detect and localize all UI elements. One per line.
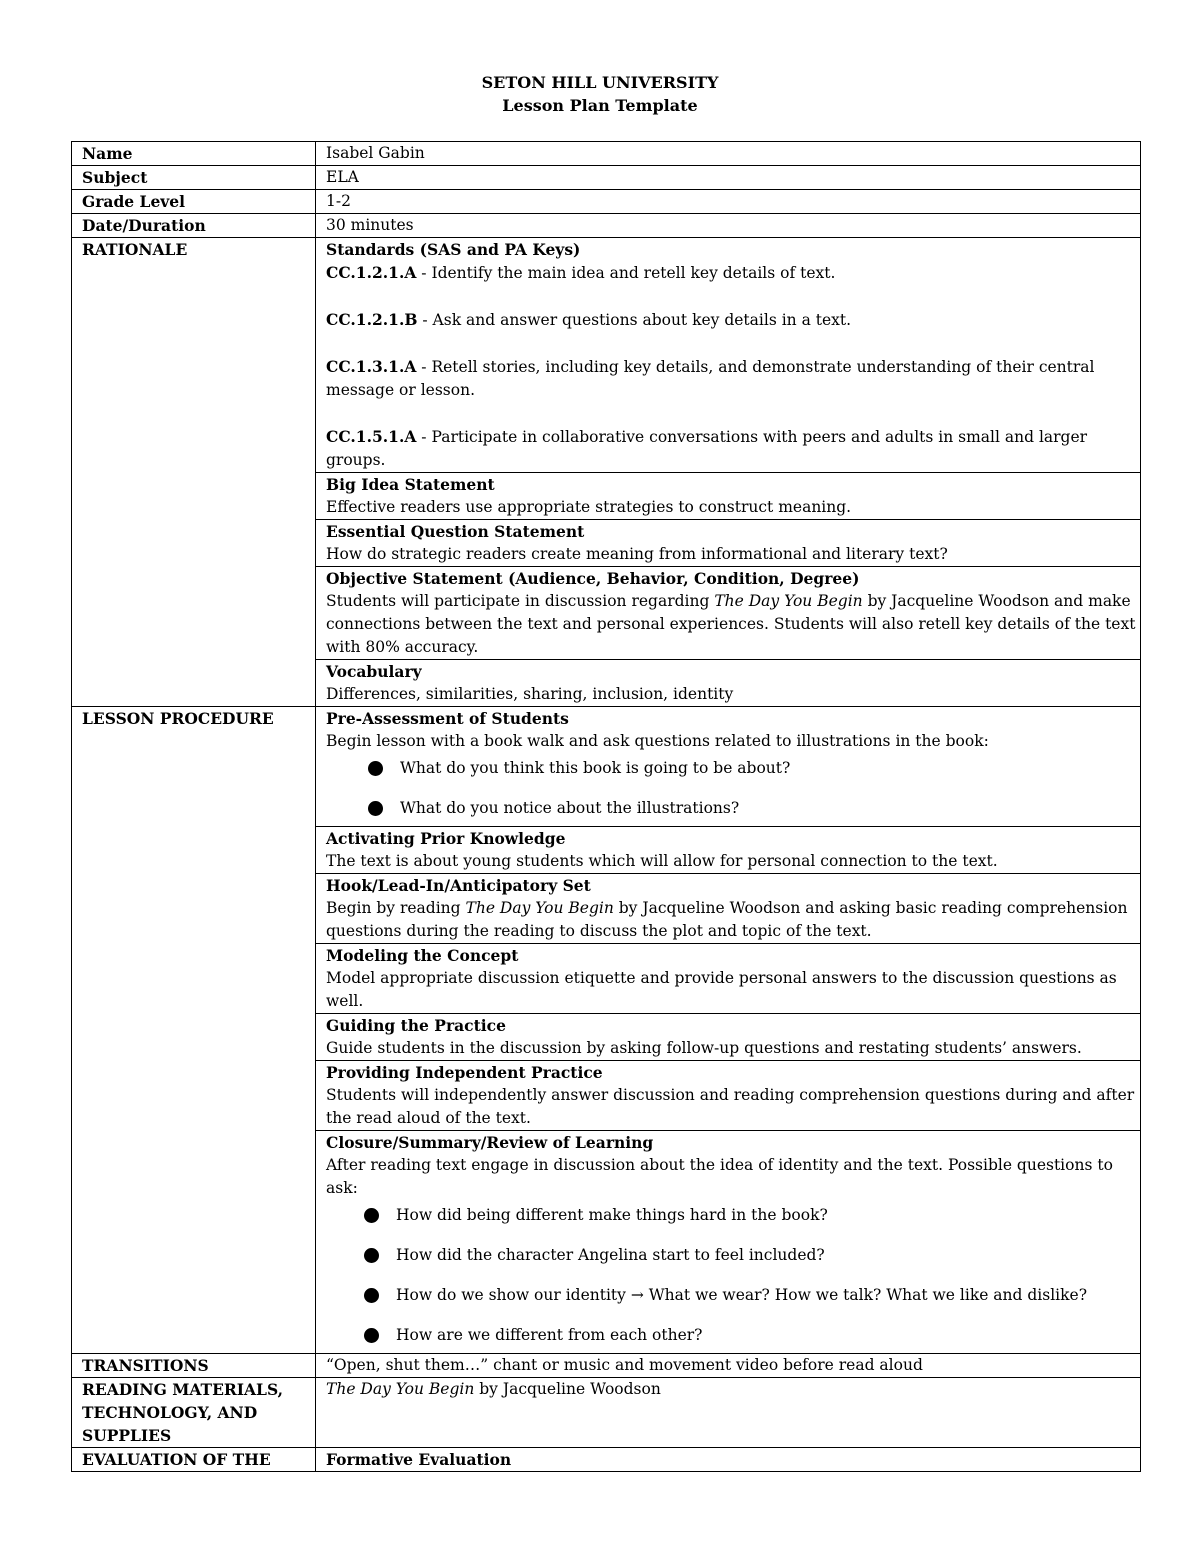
bullet-icon [364,1288,379,1303]
standard-item: CC.1.2.1.B - Ask and answer questions about key details in a text. [326,310,852,329]
table-row [72,238,1141,473]
standards-cell [316,238,1141,473]
independent-practice-cell [316,1061,1141,1131]
evaluation-label: EVALUATION OF THE [72,1448,316,1472]
grade-level-value: 1-2 [316,190,1141,214]
lesson-plan-table [71,141,1141,1472]
lesson-procedure-label: LESSON PROCEDURE [72,707,316,1354]
table-row [72,142,1141,166]
subject-value: ELA [316,166,1141,190]
pre-assessment-heading: Pre-Assessment of Students [326,709,569,728]
prior-knowledge-cell [316,827,1141,874]
row-label: Subject [72,166,316,190]
evaluation-value: Formative Evaluation [316,1448,1141,1472]
standard-item: CC.1.5.1.A - Participate in collaborative conversations with peers and adults in small and larger groups. [326,427,1088,469]
objective-text: Students will participate in discussion regarding The Day You Begin by Jacqueline Woodson and make connections between the text and personal experiences. Students will also retell key details of the text with 80% accuracy. [326,592,1136,656]
big-idea-cell [316,473,1141,520]
row-label: Date/Duration [72,214,316,238]
table-row [72,1354,1141,1378]
bullet-icon [364,1328,379,1343]
duration-value: 30 minutes [316,214,1141,238]
transitions-value: “Open, shut them…” chant or music and movement video before read aloud [316,1354,1141,1378]
big-idea-text: Effective readers use appropriate strategies to construct meaning. [326,498,852,516]
guiding-cell [316,1014,1141,1061]
independent-practice-heading: Providing Independent Practice [326,1063,603,1082]
materials-label: READING MATERIALS, TECHNOLOGY, AND SUPPLIES [72,1378,316,1448]
table-row [72,190,1141,214]
modeling-heading: Modeling the Concept [326,946,519,965]
vocabulary-text: Differences, similarities, sharing, inclusion, identity [326,685,734,703]
vocabulary-heading: Vocabulary [326,662,422,681]
guiding-heading: Guiding the Practice [326,1016,506,1035]
modeling-cell [316,944,1141,1014]
essential-question-cell [316,520,1141,567]
closure-heading: Closure/Summary/Review of Learning [326,1133,654,1152]
big-idea-heading: Big Idea Statement [326,475,495,494]
closure-text: After reading text engage in discussion about the idea of identity and the text. Possible questions to ask: [326,1156,1113,1197]
table-row [72,214,1141,238]
pre-assessment-list [326,757,1136,820]
list-item: What do you notice about the illustrations? [326,797,1136,820]
row-label: Name [72,142,316,166]
university-title: SETON HILL UNIVERSITY [481,73,719,92]
vocabulary-cell [316,660,1141,707]
prior-knowledge-heading: Activating Prior Knowledge [326,829,566,848]
hook-text: Begin by reading The Day You Begin by Jacqueline Woodson and asking basic reading comprehension questions during the reading to discuss the plot and topic of the text. [326,899,1128,940]
closure-cell [316,1131,1141,1354]
closure-list [326,1204,1136,1347]
objective-heading: Objective Statement (Audience, Behavior, Condition, Degree) [326,569,860,588]
objective-cell [316,567,1141,660]
prior-knowledge-text: The text is about young students which will allow for personal connection to the text. [326,852,998,870]
guiding-text: Guide students in the discussion by asking follow-up questions and restating students’ answers. [326,1039,1082,1057]
materials-value: The Day You Begin by Jacqueline Woodson [316,1378,1141,1448]
list-item: How did being different make things hard in the book? [326,1204,1136,1227]
list-item: How are we different from each other? [326,1324,1136,1347]
bullet-icon [364,1248,379,1263]
table-row [72,166,1141,190]
table-row [72,1448,1141,1472]
rationale-label: RATIONALE [72,238,316,707]
bullet-icon [364,1208,379,1223]
pre-assessment-text: Begin lesson with a book walk and ask questions related to illustrations in the book: [326,732,989,750]
standards-heading: Standards (SAS and PA Keys) [326,240,581,259]
standard-item: CC.1.3.1.A - Retell stories, including key details, and demonstrate understanding of their central message or lesson. [326,357,1095,399]
template-title: Lesson Plan Template [502,96,698,115]
table-row [72,1378,1141,1448]
list-item: How did the character Angelina start to feel included? [326,1244,1136,1267]
table-row [72,707,1141,827]
hook-cell [316,874,1141,944]
row-label: Grade Level [72,190,316,214]
pre-assessment-cell [316,707,1141,827]
name-value: Isabel Gabin [316,142,1141,166]
independent-practice-text: Students will independently answer discussion and reading comprehension questions during and after the read aloud of the text. [326,1086,1135,1127]
transitions-label: TRANSITIONS [72,1354,316,1378]
list-item: What do you think this book is going to be about? [326,757,1136,780]
bullet-icon [368,801,383,816]
bullet-icon [368,761,383,776]
list-item: How do we show our identity → What we wear? How we talk? What we like and dislike? [326,1284,1136,1307]
standard-item: CC.1.2.1.A - Identify the main idea and retell key details of text. [326,263,836,282]
essential-question-heading: Essential Question Statement [326,522,585,541]
essential-question-text: How do strategic readers create meaning from informational and literary text? [326,545,948,563]
hook-heading: Hook/Lead-In/Anticipatory Set [326,876,591,895]
modeling-text: Model appropriate discussion etiquette and provide personal answers to the discussion questions as well. [326,969,1117,1010]
